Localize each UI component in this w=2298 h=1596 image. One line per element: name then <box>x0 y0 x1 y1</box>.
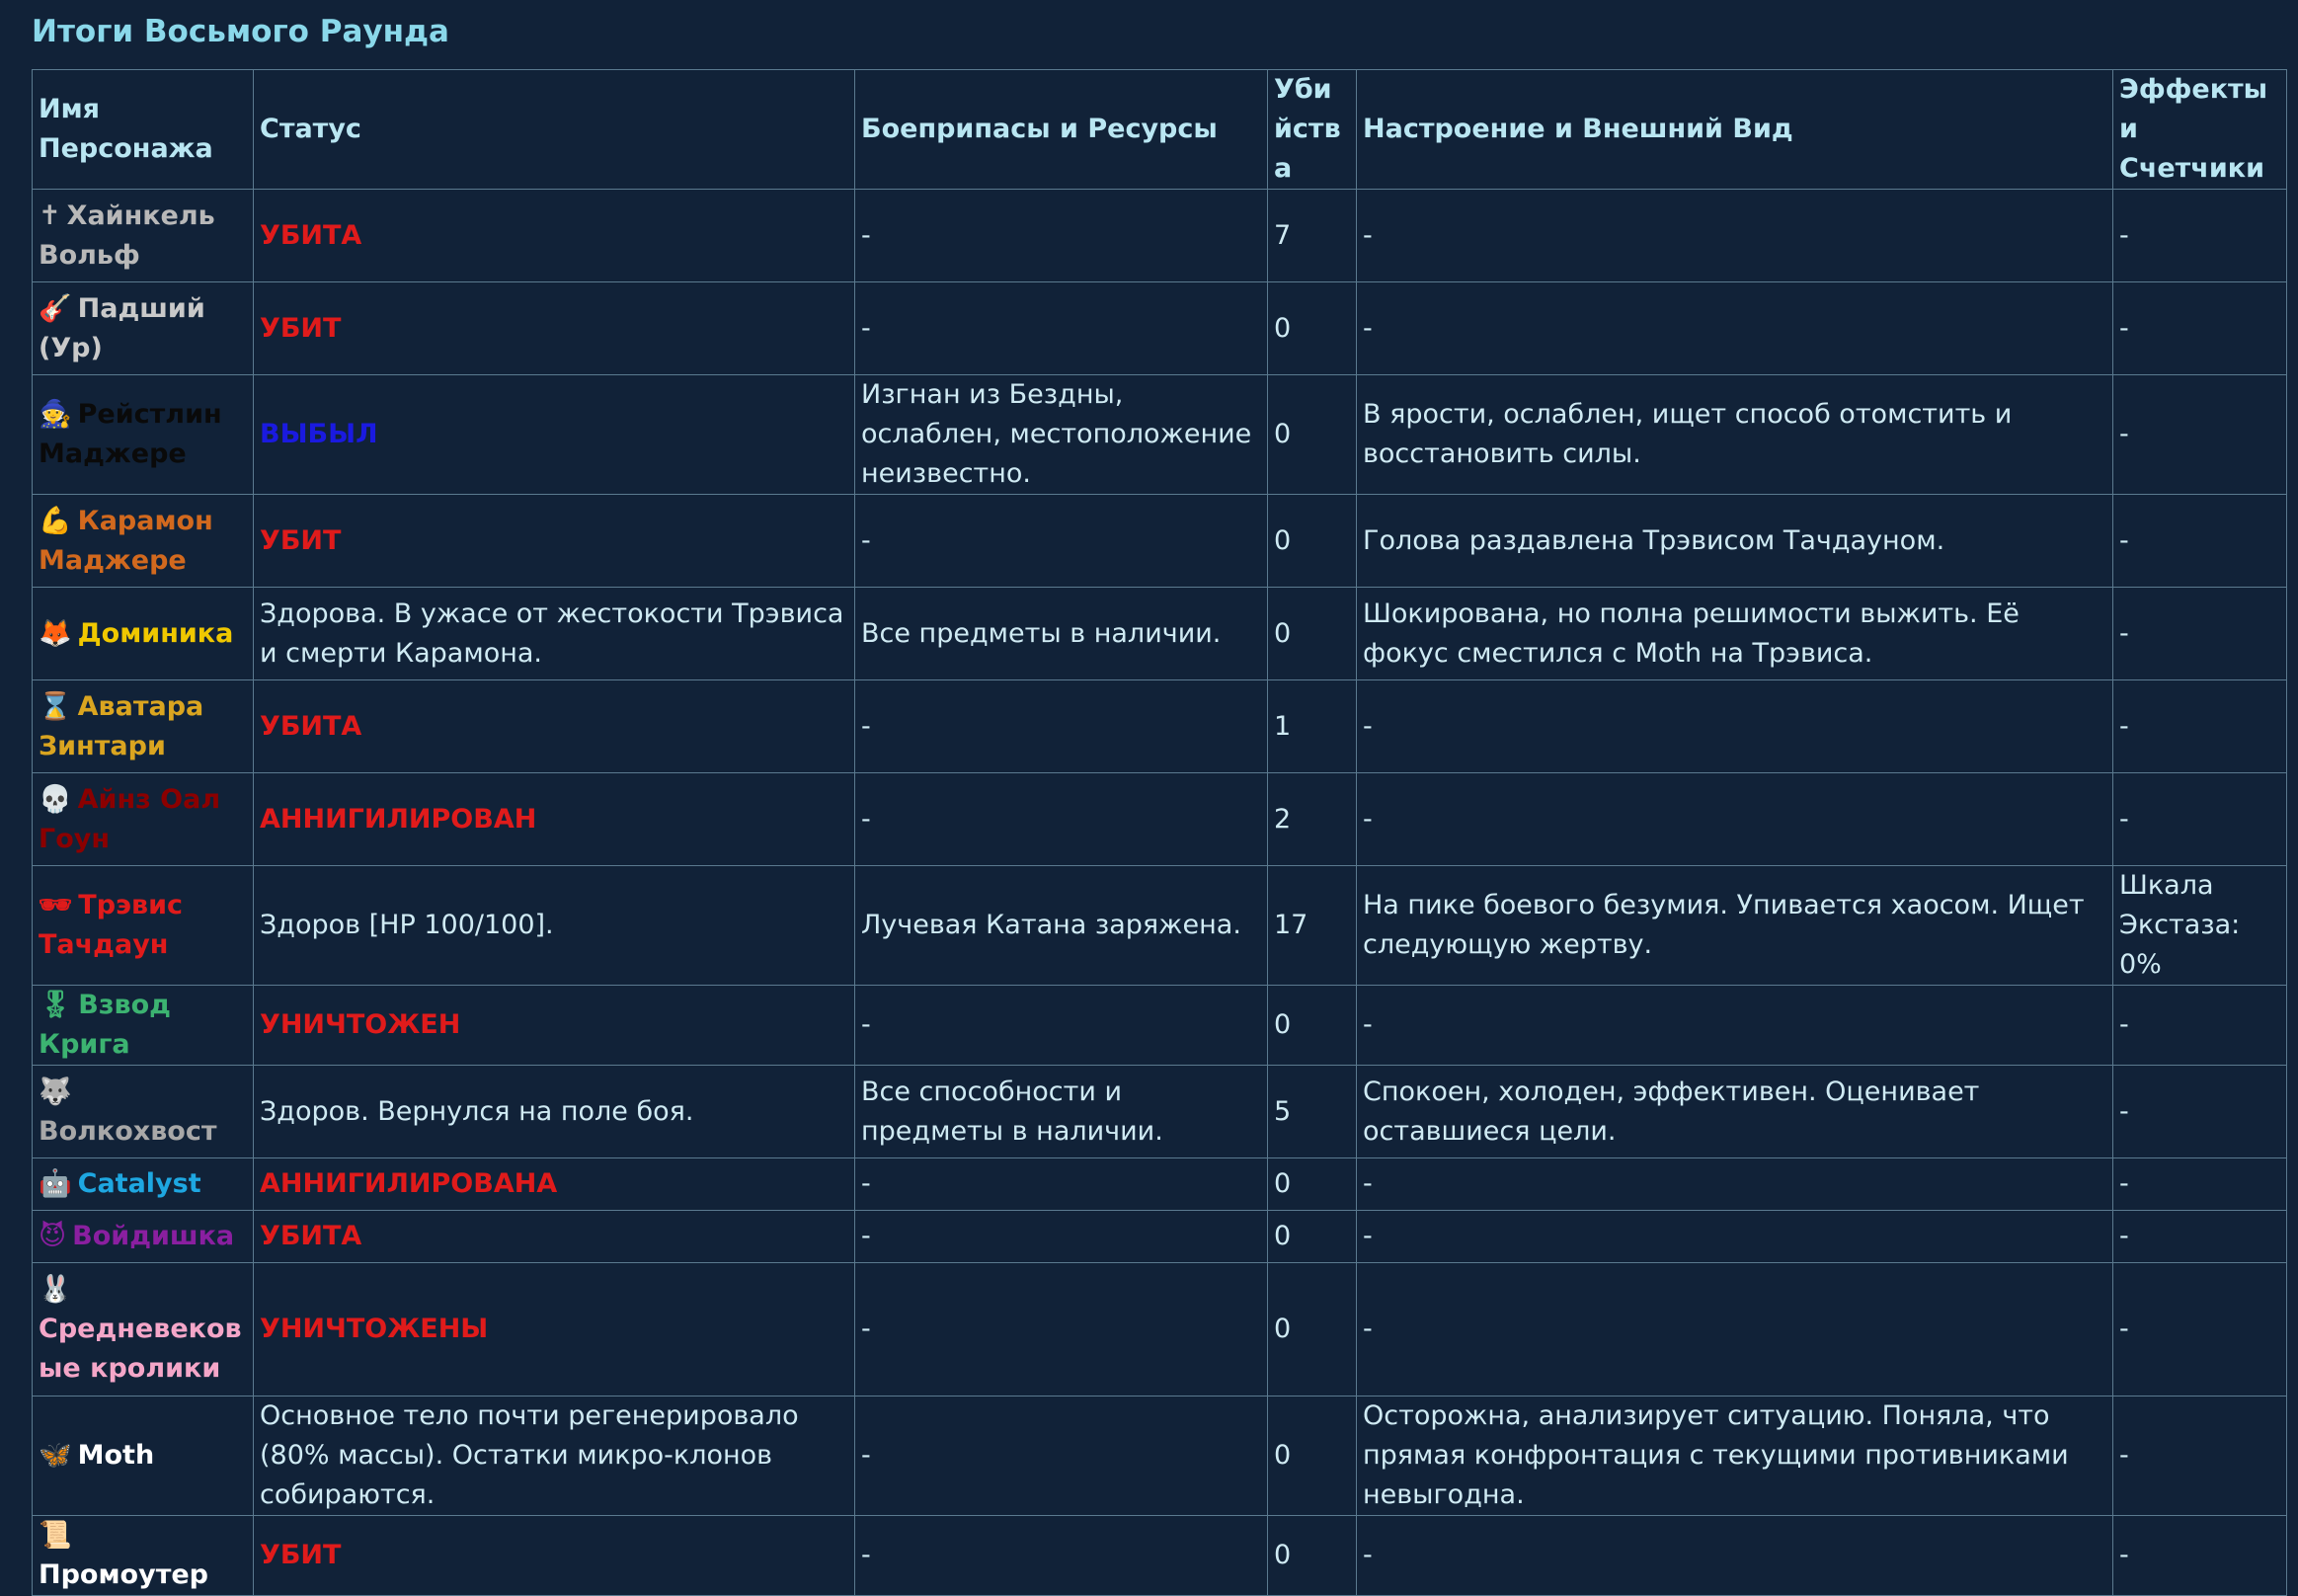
table-row <box>33 1516 2287 1596</box>
effects-cell: - <box>2113 588 2287 680</box>
ammo-cell: - <box>855 282 1268 375</box>
table-row <box>33 1211 2287 1263</box>
character-name-cell <box>33 866 254 986</box>
table-row <box>33 773 2287 866</box>
effects-cell: - <box>2113 1516 2287 1596</box>
table-row <box>33 1066 2287 1158</box>
skull-icon: 💀 <box>39 783 72 815</box>
round-summary <box>32 12 2286 1596</box>
character-name: Трэвис Тачдаун <box>39 890 184 960</box>
header-name: Имя Персонажа <box>33 70 254 190</box>
character-name: Доминика <box>77 617 234 649</box>
kills-cell: 0 <box>1268 495 1357 588</box>
character-name: Волкохвост <box>39 1115 217 1147</box>
character-name: Хайнкель Вольф <box>39 200 215 271</box>
effects-cell: - <box>2113 1158 2287 1211</box>
effects-cell: - <box>2113 986 2287 1066</box>
character-name-cell <box>33 680 254 773</box>
kills-cell: 0 <box>1268 1263 1357 1396</box>
character-name-cell <box>33 1263 254 1396</box>
character-name-cell <box>33 375 254 495</box>
effects-cell: - <box>2113 495 2287 588</box>
fox-icon: 🦊 <box>39 617 72 649</box>
status-cell: АННИГИЛИРОВАН <box>254 773 855 866</box>
header-status: Статус <box>254 70 855 190</box>
character-name-cell <box>33 1211 254 1263</box>
ammo-cell: Изгнан из Бездны, ослаблен, местоположение неизвестно. <box>855 375 1268 495</box>
scroll-icon: 📜 <box>39 1520 72 1551</box>
table-row <box>33 986 2287 1066</box>
medal-icon: 🎖 <box>39 990 73 1020</box>
kills-cell: 5 <box>1268 1066 1357 1158</box>
effects-cell: - <box>2113 190 2287 282</box>
status-cell: УБИТ <box>254 282 855 375</box>
ammo-cell: - <box>855 1396 1268 1516</box>
character-name: Промоутер <box>39 1559 208 1590</box>
kills-cell: 7 <box>1268 190 1357 282</box>
character-name-cell <box>33 1516 254 1596</box>
robot-icon: 🤖 <box>39 1168 72 1199</box>
mood-cell: В ярости, ослаблен, ищет способ отомстить и восстановить силы. <box>1357 375 2113 495</box>
table-row <box>33 866 2287 986</box>
mood-cell: Шокирована, но полна решимости выжить. Её фокус сместился с Moth на Трэвиса. <box>1357 588 2113 680</box>
character-name-cell <box>33 190 254 282</box>
status-cell: УНИЧТОЖЕНЫ <box>254 1263 855 1396</box>
character-name: Catalyst <box>77 1168 201 1199</box>
status-cell: УНИЧТОЖЕН <box>254 986 855 1066</box>
kills-cell: 2 <box>1268 773 1357 866</box>
status-cell: УБИТА <box>254 1211 855 1263</box>
kills-cell: 0 <box>1268 1158 1357 1211</box>
table-row <box>33 680 2287 773</box>
mood-cell: - <box>1357 680 2113 773</box>
ammo-cell: - <box>855 986 1268 1066</box>
table-header-row <box>33 70 2287 190</box>
page-title: Итоги Восьмого Раунда <box>32 14 449 49</box>
ammo-cell: Все предметы в наличии. <box>855 588 1268 680</box>
mood-cell: - <box>1357 1211 2113 1263</box>
effects-cell: - <box>2113 1066 2287 1158</box>
effects-cell: - <box>2113 773 2287 866</box>
wizard-icon: 🧙 <box>39 399 72 430</box>
table-row <box>33 282 2287 375</box>
effects-cell: - <box>2113 1396 2287 1516</box>
rabbit-icon: 🐰 <box>39 1274 72 1305</box>
table-row <box>33 190 2287 282</box>
character-name-cell <box>33 986 254 1066</box>
cross-icon: ✝ <box>39 200 61 231</box>
effects-cell: Шкала Экстаза: 0% <box>2113 866 2287 986</box>
effects-cell: - <box>2113 375 2287 495</box>
header-kills: Убийства <box>1268 70 1357 190</box>
butterfly-icon: 🦋 <box>39 1440 72 1471</box>
ammo-cell: - <box>855 495 1268 588</box>
character-name-cell <box>33 588 254 680</box>
character-name-cell <box>33 495 254 588</box>
character-name-cell <box>33 1066 254 1158</box>
effects-cell: - <box>2113 1211 2287 1263</box>
status-cell: УБИТ <box>254 495 855 588</box>
mood-cell: - <box>1357 282 2113 375</box>
devil-icon: 😈 <box>39 1221 67 1251</box>
mood-cell: - <box>1357 1516 2113 1596</box>
status-cell: АННИГИЛИРОВАНА <box>254 1158 855 1211</box>
status-cell: УБИТА <box>254 680 855 773</box>
header-ammo: Боеприпасы и Ресурсы <box>855 70 1268 190</box>
character-name: Айнз Оал Гоун <box>39 783 221 854</box>
ammo-cell: - <box>855 680 1268 773</box>
table-row <box>33 495 2287 588</box>
table-row <box>33 375 2287 495</box>
kills-cell: 17 <box>1268 866 1357 986</box>
mood-cell: - <box>1357 1263 2113 1396</box>
kills-cell: 0 <box>1268 1211 1357 1263</box>
characters-table <box>32 69 2287 1596</box>
character-name: Аватара Зинтари <box>39 690 204 761</box>
ammo-cell: Все способности и предметы в наличии. <box>855 1066 1268 1158</box>
kills-cell: 0 <box>1268 986 1357 1066</box>
character-name: Moth <box>77 1440 155 1471</box>
kills-cell: 1 <box>1268 680 1357 773</box>
ammo-cell: - <box>855 190 1268 282</box>
character-name: Взвод Крига <box>39 990 171 1060</box>
character-name-cell <box>33 282 254 375</box>
mood-cell: - <box>1357 773 2113 866</box>
character-name-cell <box>33 1396 254 1516</box>
ammo-cell: - <box>855 1263 1268 1396</box>
kills-cell: 0 <box>1268 1396 1357 1516</box>
flexed-biceps-icon: 💪 <box>39 505 72 536</box>
table-row <box>33 1263 2287 1396</box>
mood-cell: Спокоен, холоден, эффективен. Оценивает оставшиеся цели. <box>1357 1066 2113 1158</box>
mood-cell: На пике боевого безумия. Упивается хаосом. Ищет следующую жертву. <box>1357 866 2113 986</box>
kills-cell: 0 <box>1268 375 1357 495</box>
mood-cell: - <box>1357 1158 2113 1211</box>
character-name-cell <box>33 773 254 866</box>
status-cell: Основное тело почти регенерировало (80% массы). Остатки микро-клонов собираются. <box>254 1396 855 1516</box>
effects-cell: - <box>2113 1263 2287 1396</box>
mood-cell: - <box>1357 190 2113 282</box>
kills-cell: 0 <box>1268 588 1357 680</box>
mood-cell: Голова раздавлена Трэвисом Тачдауном. <box>1357 495 2113 588</box>
table-row <box>33 1158 2287 1211</box>
ammo-cell: - <box>855 1516 1268 1596</box>
kills-cell: 0 <box>1268 282 1357 375</box>
ammo-cell: Лучевая Катана заряжена. <box>855 866 1268 986</box>
status-cell: Здоров. Вернулся на поле боя. <box>254 1066 855 1158</box>
header-mood: Настроение и Внешний Вид <box>1357 70 2113 190</box>
wolf-icon: 🐺 <box>39 1076 72 1107</box>
hourglass-icon: ⌛ <box>39 690 72 722</box>
sunglasses-icon: 🕶 <box>39 890 73 920</box>
guitar-icon: 🎸 <box>39 292 72 324</box>
effects-cell: - <box>2113 282 2287 375</box>
table-row <box>33 1396 2287 1516</box>
effects-cell: - <box>2113 680 2287 773</box>
header-effects: Эффекты и Счетчики <box>2113 70 2287 190</box>
character-name: Средневековые кролики <box>39 1314 242 1384</box>
ammo-cell: - <box>855 1158 1268 1211</box>
status-cell: Здоров [HP 100/100]. <box>254 866 855 986</box>
table-row <box>33 588 2287 680</box>
character-name: Рейстлин Маджере <box>39 399 222 469</box>
ammo-cell: - <box>855 773 1268 866</box>
character-name: Падший (Ур) <box>39 292 205 363</box>
status-cell: Здорова. В ужасе от жестокости Трэвиса и смерти Карамона. <box>254 588 855 680</box>
mood-cell: - <box>1357 986 2113 1066</box>
status-cell: УБИТ <box>254 1516 855 1596</box>
kills-cell: 0 <box>1268 1516 1357 1596</box>
status-cell: УБИТА <box>254 190 855 282</box>
character-name: Войдишка <box>72 1221 235 1251</box>
character-name: Карамон Маджере <box>39 505 213 576</box>
ammo-cell: - <box>855 1211 1268 1263</box>
mood-cell: Осторожна, анализирует ситуацию. Поняла, что прямая конфронтация с текущими противниками невыгодна. <box>1357 1396 2113 1516</box>
character-name-cell <box>33 1158 254 1211</box>
status-cell: ВЫБЫЛ <box>254 375 855 495</box>
